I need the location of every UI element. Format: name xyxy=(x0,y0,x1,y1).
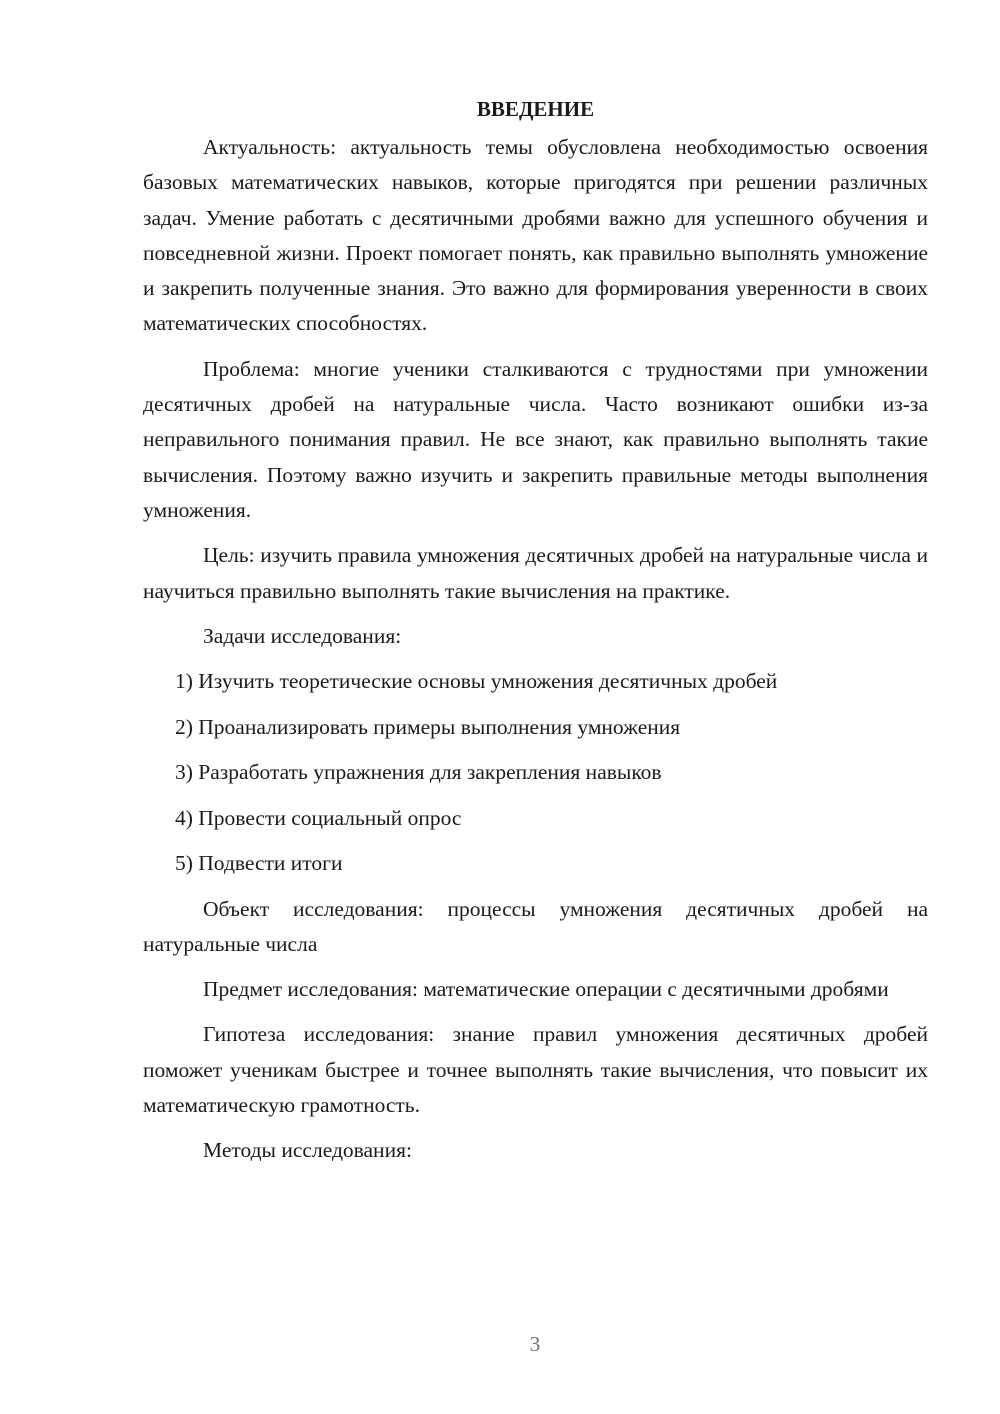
paragraph-subject: Предмет исследования: математические операции с десятичными дробями xyxy=(203,977,889,1002)
page-number: 3 xyxy=(529,1332,541,1356)
list-item: 5) Подвести итоги xyxy=(175,851,343,876)
paragraph-goal: Цель: изучить правила умножения десятичных дробей на натуральные числа и научиться правильно выполнять такие вычисления на практике. xyxy=(143,543,928,603)
paragraph-object: Объект исследования: процессы умножения десятичных дробей на натуральные числа xyxy=(143,896,928,956)
page-content xyxy=(143,92,928,1179)
methods-label: Методы исследования: xyxy=(203,1138,412,1163)
paragraph-relevance: Актуальность: актуальность темы обусловлена необходимостью освоения базовых математических навыков, которые пригодятся при решении различных задач. Умение работать с десятичными дробями важно для успешного обучения и повседневной жизни. Проект помогает понять, как правильно выполнять умножение и закрепить полученные знания. Это важно для формирования уверенности в своих математических способностях. xyxy=(143,135,928,336)
list-item: 3) Разработать упражнения для закрепления навыков xyxy=(175,760,662,785)
task-list xyxy=(143,664,928,881)
list-item: 4) Провести социальный опрос xyxy=(175,805,462,830)
paragraph-hypothesis: Гипотеза исследования: знание правил умножения десятичных дробей поможет ученикам быстрее и точнее выполнять такие вычисления, что повысит их математическую грамотность. xyxy=(143,1022,928,1118)
list-item: 2) Проанализировать примеры выполнения умножения xyxy=(175,714,681,739)
tasks-label: Задачи исследования: xyxy=(203,623,402,648)
section-title: ВВЕДЕНИЕ xyxy=(476,97,595,121)
paragraph-problem: Проблема: многие ученики сталкиваются с трудностями при умножении десятичных дробей на натуральные числа. Часто возникают ошибки из-за неправильного понимания правил. Не все знают, как правильно выполнять такие вычисления. Поэтому важно изучить и закрепить правильные методы выполнения умножения. xyxy=(143,356,928,522)
list-item: 1) Изучить теоретические основы умножения десятичных дробей xyxy=(175,669,778,694)
